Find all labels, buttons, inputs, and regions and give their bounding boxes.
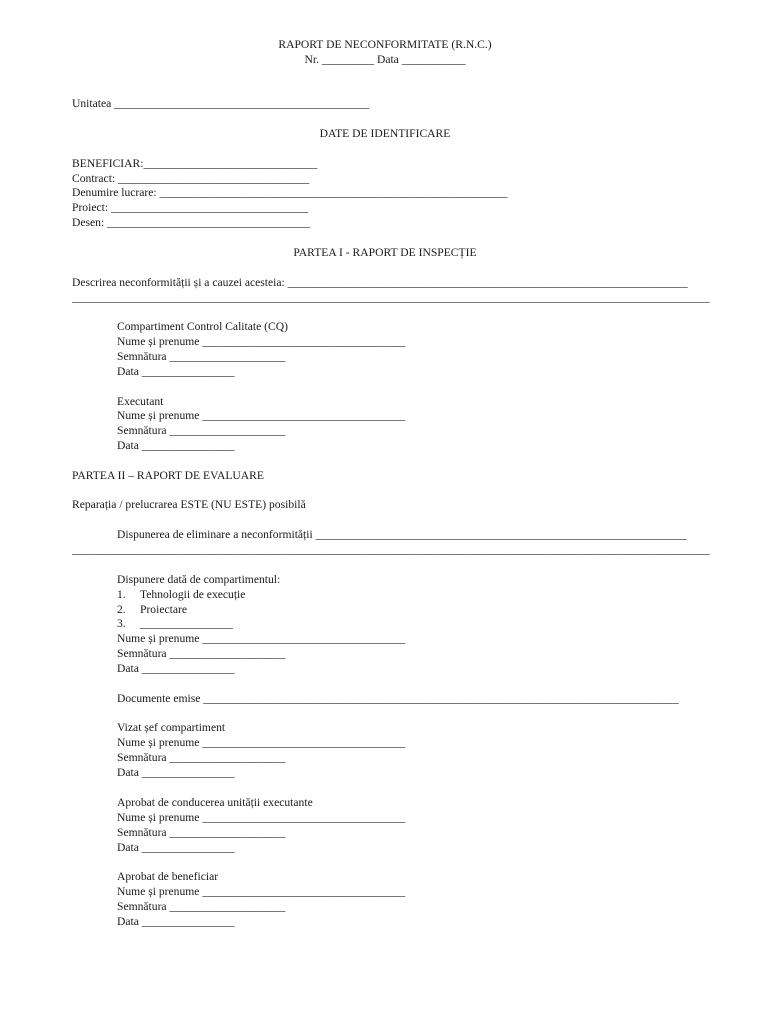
aprobat-beneficiar-semnatura-field: Semnătura ____________________	[117, 900, 286, 913]
dispunere-nume-field: Nume și prenume ___________________________________	[117, 632, 406, 645]
list-item: 3. ________________	[117, 617, 233, 630]
contract-field: Contract: _________________________________	[72, 172, 310, 185]
partea2-heading: PARTEA II – RAPORT DE EVALUARE	[72, 469, 264, 482]
documente-emise-field: Documente emise __________________________________________________________________________________	[117, 692, 679, 705]
aprobat-beneficiar-title: Aprobat de beneficiar	[117, 870, 219, 883]
aprobat-unitate-title: Aprobat de conducerea unității executante	[117, 796, 313, 809]
unitatea-field: Unitatea ____________________________________________	[72, 97, 370, 110]
dispunere-data-field: Data ________________	[117, 662, 235, 675]
aprobat-unitate-semnatura-field: Semnătura ____________________	[117, 826, 286, 839]
beneficiar-field: BENEFICIAR:______________________________	[72, 157, 318, 170]
aprobat-beneficiar-nume-field: Nume și prenume ___________________________________	[117, 885, 406, 898]
aprobat-unitate-nume-field: Nume și prenume ___________________________________	[117, 811, 406, 824]
descriere-continuation-line: ______________________________________________________________________________________________________________	[72, 291, 710, 304]
reparatia-statement: Reparația / prelucrarea ESTE (NU ESTE) posibilă	[72, 498, 306, 511]
desen-field: Desen: ___________________________________	[72, 216, 310, 229]
denumire-lucrare-field: Denumire lucrare: ____________________________________________________________	[72, 186, 508, 199]
vizat-data-field: Data ________________	[117, 766, 235, 779]
executant-title: Executant	[117, 395, 164, 408]
vizat-title: Vizat șef compartiment	[117, 721, 226, 734]
dispunere-data-title: Dispunere dată de compartimentul:	[117, 573, 281, 586]
document-title: RAPORT DE NECONFORMITATE (R.N.C.)	[278, 38, 492, 51]
vizat-nume-field: Nume și prenume ___________________________________	[117, 736, 406, 749]
proiect-field: Proiect: __________________________________	[72, 201, 309, 214]
executant-semnatura-field: Semnătura ____________________	[117, 424, 286, 437]
cq-nume-field: Nume și prenume ___________________________________	[117, 335, 406, 348]
list-item: 1. Tehnologii de execuție	[117, 588, 246, 601]
dispunerea-field: Dispunerea de eliminare a neconformității ________________________________________________________________	[117, 528, 687, 541]
cq-semnatura-field: Semnătura ____________________	[117, 350, 286, 363]
list-item: 2. Proiectare	[117, 603, 187, 616]
executant-nume-field: Nume și prenume ___________________________________	[117, 409, 406, 422]
descriere-neconformitate-field: Descrirea neconformității și a cauzei acesteia: _____________________________________________________________________	[72, 276, 688, 289]
nr-data-line: Nr. _________ Data ___________	[304, 53, 466, 66]
cq-title: Compartiment Control Calitate (CQ)	[117, 320, 288, 333]
cq-data-field: Data ________________	[117, 365, 235, 378]
aprobat-unitate-data-field: Data ________________	[117, 841, 235, 854]
executant-data-field: Data ________________	[117, 439, 235, 452]
partea1-heading: PARTEA I - RAPORT DE INSPECȚIE	[293, 246, 477, 259]
vizat-semnatura-field: Semnătura ____________________	[117, 751, 286, 764]
dispunerea-continuation-line: ______________________________________________________________________________________________________________	[72, 543, 710, 556]
dispunere-semnatura-field: Semnătura ____________________	[117, 647, 286, 660]
aprobat-beneficiar-data-field: Data ________________	[117, 915, 235, 928]
identificare-heading: DATE DE IDENTIFICARE	[319, 127, 451, 140]
